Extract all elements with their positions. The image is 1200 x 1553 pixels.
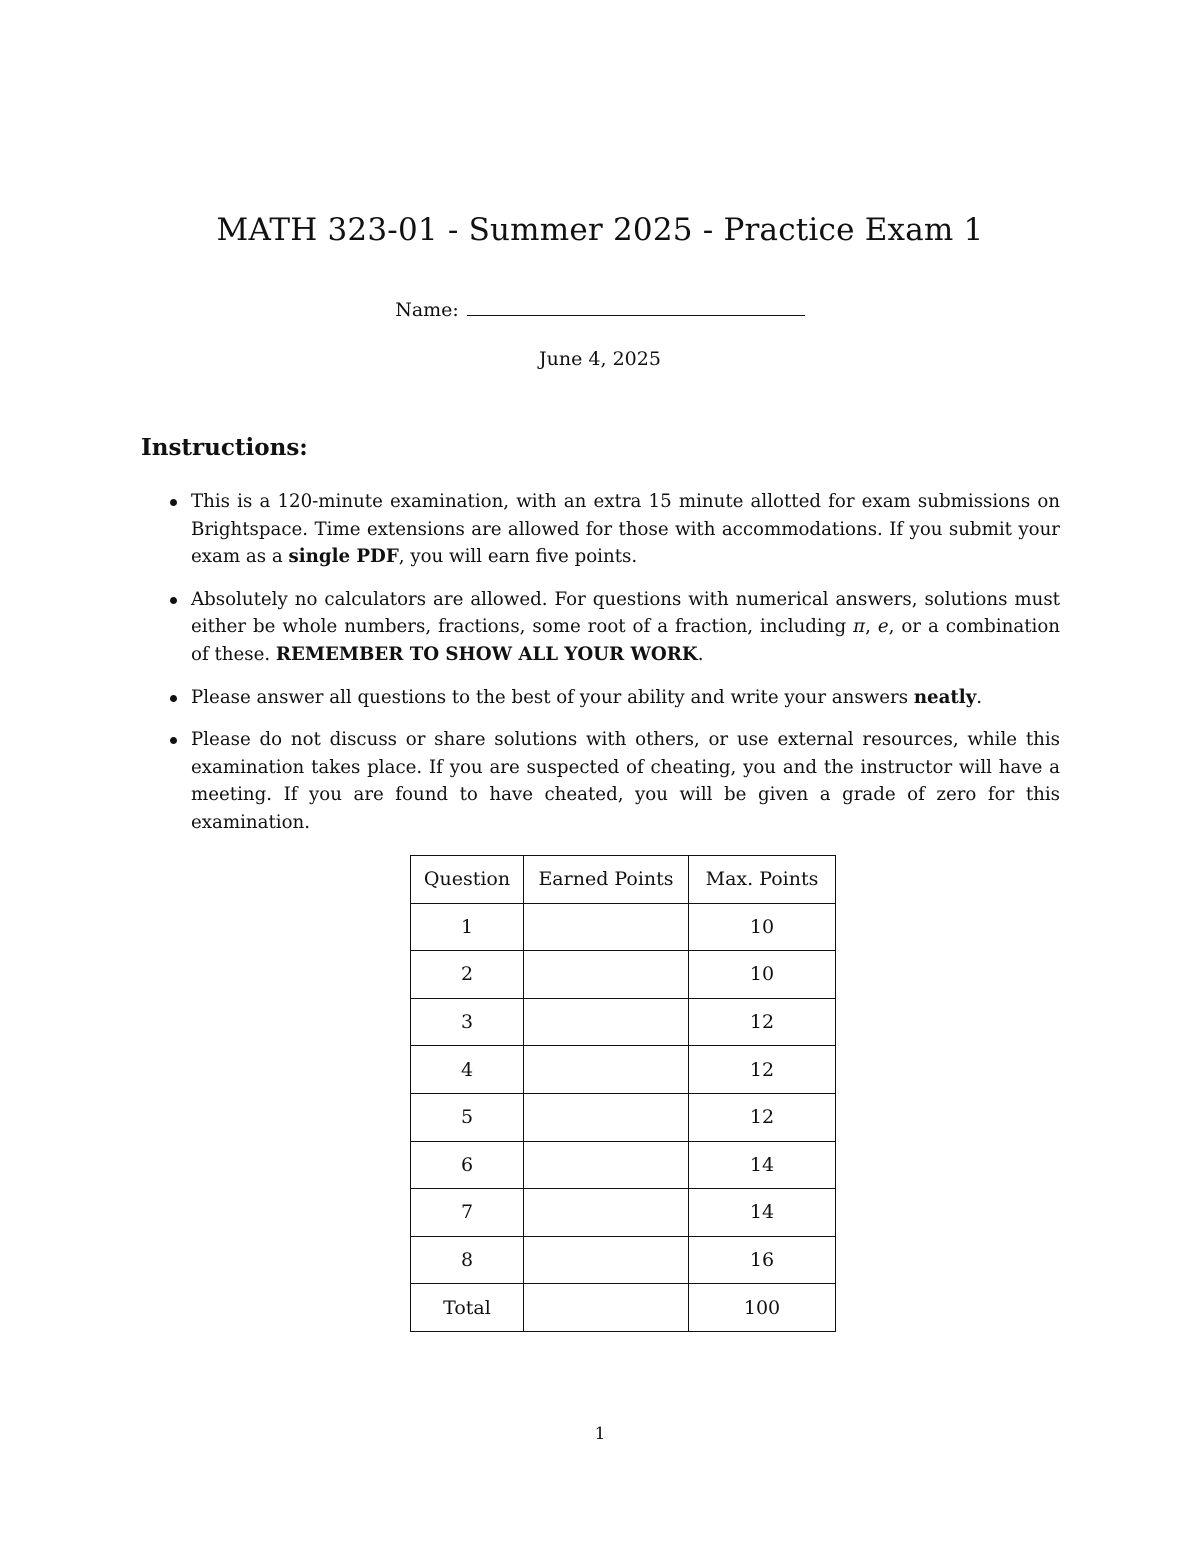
table-row xyxy=(411,1141,836,1189)
table-row xyxy=(411,998,836,1046)
question-cell: 2 xyxy=(411,951,524,999)
score-table-body xyxy=(411,903,836,1331)
max-points-cell: 12 xyxy=(689,1046,836,1094)
instruction-text: . xyxy=(697,643,704,665)
emphasis-text: neatly xyxy=(913,686,977,708)
bullet-icon xyxy=(170,695,177,702)
question-cell: 3 xyxy=(411,998,524,1046)
bullet-icon xyxy=(170,597,177,604)
table-row xyxy=(411,1046,836,1094)
bullet-icon xyxy=(170,499,177,506)
total-row xyxy=(411,1284,836,1332)
max-points-cell: 14 xyxy=(689,1141,836,1189)
instruction-text: Absolutely no calculators are allowed. For questions with numerical answers, solutions must either be whole numbers, fractions, some root of a fraction, including xyxy=(191,588,1060,638)
name-label: Name: xyxy=(395,299,459,321)
exam-date: June 4, 2025 xyxy=(539,348,661,370)
table-row xyxy=(411,903,836,951)
instructions-list xyxy=(168,488,1060,852)
instruction-item xyxy=(168,586,1060,669)
max-points-cell: 16 xyxy=(689,1236,836,1284)
question-cell: Total xyxy=(411,1284,524,1332)
score-table-header-row xyxy=(411,856,836,904)
max-points-cell: 12 xyxy=(689,998,836,1046)
table-row xyxy=(411,1189,836,1237)
instruction-item xyxy=(168,726,1060,836)
question-cell: 1 xyxy=(411,903,524,951)
max-points-cell: 10 xyxy=(689,951,836,999)
question-cell: 4 xyxy=(411,1046,524,1094)
emphasis-text: single PDF xyxy=(288,546,399,568)
score-table xyxy=(410,855,836,1332)
earned-points-cell[interactable] xyxy=(524,998,689,1046)
instruction-text: , you will earn five points. xyxy=(398,546,638,568)
table-row xyxy=(411,1236,836,1284)
question-cell: 5 xyxy=(411,1093,524,1141)
instruction-text: Please do not discuss or share solutions with others, or use external resources, while this examination takes place. If you are suspected of cheating, you and the instructor will have a meeting. If you are found to have cheated, you will be given a grade of zero for this examination. xyxy=(191,729,1060,833)
emphasis-text: REMEMBER TO SHOW ALL YOUR WORK xyxy=(275,643,698,665)
max-points-cell: 14 xyxy=(689,1189,836,1237)
max-points-cell: 10 xyxy=(689,903,836,951)
question-cell: 7 xyxy=(411,1189,524,1237)
max-points-cell: 100 xyxy=(689,1284,836,1332)
exam-title: MATH 323-01 - Summer 2025 - Practice Exam 1 xyxy=(216,212,984,248)
instruction-text: This is a 120-minute examination, with an extra 15 minute allotted for exam submissions on Brightspace. Time extensions are allowed for those with accommodations. If you submit your exam as a xyxy=(191,491,1060,568)
instructions-heading: Instructions: xyxy=(141,434,308,461)
header-earned-points: Earned Points xyxy=(524,856,689,904)
earned-points-cell[interactable] xyxy=(524,1093,689,1141)
header-max-points: Max. Points xyxy=(689,856,836,904)
earned-points-cell[interactable] xyxy=(524,1141,689,1189)
instruction-item xyxy=(168,684,1060,712)
earned-points-cell[interactable] xyxy=(524,1284,689,1332)
instruction-text: , xyxy=(865,616,878,638)
math-symbol: e xyxy=(877,616,889,638)
bullet-icon xyxy=(170,737,177,744)
header-question: Question xyxy=(411,856,524,904)
math-symbol: π xyxy=(853,616,866,638)
name-row xyxy=(0,297,1200,321)
page-number: 1 xyxy=(594,1424,606,1444)
name-blank-line[interactable] xyxy=(467,297,805,316)
table-row xyxy=(411,1093,836,1141)
max-points-cell: 12 xyxy=(689,1093,836,1141)
earned-points-cell[interactable] xyxy=(524,1189,689,1237)
question-cell: 6 xyxy=(411,1141,524,1189)
earned-points-cell[interactable] xyxy=(524,951,689,999)
earned-points-cell[interactable] xyxy=(524,1236,689,1284)
instruction-text: , or a combination of these. xyxy=(191,616,1060,665)
instruction-text: . xyxy=(976,686,983,708)
table-row xyxy=(411,951,836,999)
instruction-text: Please answer all questions to the best of your ability and write your answers xyxy=(191,686,914,708)
instruction-item xyxy=(168,488,1060,571)
question-cell: 8 xyxy=(411,1236,524,1284)
earned-points-cell[interactable] xyxy=(524,1046,689,1094)
earned-points-cell[interactable] xyxy=(524,903,689,951)
